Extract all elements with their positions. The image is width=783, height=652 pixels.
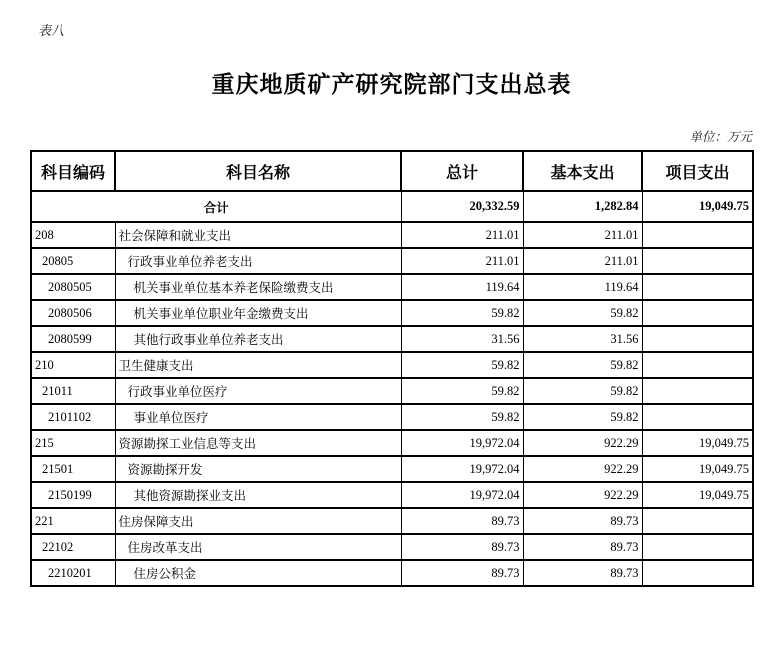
subject-name-cell: 机关事业单位职业年金缴费支出 bbox=[115, 300, 401, 326]
table-number-label: 表八 bbox=[38, 23, 65, 38]
subject-name-cell: 住房保障支出 bbox=[115, 508, 401, 534]
subject-code-cell: 2210201 bbox=[31, 560, 115, 586]
project-expenditure-cell bbox=[642, 352, 753, 378]
project-expenditure-cell bbox=[642, 274, 753, 300]
subject-name-cell: 机关事业单位基本养老保险缴费支出 bbox=[115, 274, 401, 300]
subject-name-cell: 行政事业单位医疗 bbox=[115, 378, 401, 404]
subject-name-cell: 行政事业单位养老支出 bbox=[115, 248, 401, 274]
header-row bbox=[31, 151, 753, 191]
column-header-subject-code: 科目编码 bbox=[31, 151, 115, 191]
project-expenditure-cell: 19,049.75 bbox=[642, 482, 753, 508]
total-sum-cell: 20,332.59 bbox=[401, 191, 523, 222]
basic-expenditure-cell: 922.29 bbox=[523, 456, 642, 482]
subject-name-cell: 社会保障和就业支出 bbox=[115, 222, 401, 248]
subject-name-cell: 事业单位医疗 bbox=[115, 404, 401, 430]
subject-code-cell: 2150199 bbox=[31, 482, 115, 508]
subject-name-cell: 资源勘探开发 bbox=[115, 456, 401, 482]
table-row bbox=[31, 430, 753, 456]
project-expenditure-cell: 19,049.75 bbox=[642, 456, 753, 482]
basic-expenditure-cell: 89.73 bbox=[523, 560, 642, 586]
subject-code-cell: 215 bbox=[31, 430, 115, 456]
basic-expenditure-cell: 89.73 bbox=[523, 508, 642, 534]
total-cell: 31.56 bbox=[401, 326, 523, 352]
subject-code-cell: 221 bbox=[31, 508, 115, 534]
table-row bbox=[31, 508, 753, 534]
subject-code-cell: 2080599 bbox=[31, 326, 115, 352]
total-cell: 59.82 bbox=[401, 378, 523, 404]
column-header-total: 总计 bbox=[401, 151, 523, 191]
project-expenditure-cell bbox=[642, 508, 753, 534]
subject-code-cell: 2080506 bbox=[31, 300, 115, 326]
basic-expenditure-cell: 59.82 bbox=[523, 378, 642, 404]
total-cell: 211.01 bbox=[401, 248, 523, 274]
basic-expenditure-cell: 922.29 bbox=[523, 482, 642, 508]
total-cell: 89.73 bbox=[401, 560, 523, 586]
table-row bbox=[31, 248, 753, 274]
total-cell: 59.82 bbox=[401, 404, 523, 430]
column-header-subject-name: 科目名称 bbox=[115, 151, 401, 191]
subject-name-cell: 其他行政事业单位养老支出 bbox=[115, 326, 401, 352]
total-cell: 59.82 bbox=[401, 352, 523, 378]
total-cell: 89.73 bbox=[401, 508, 523, 534]
table-row bbox=[31, 274, 753, 300]
table-row bbox=[31, 352, 753, 378]
subject-code-cell: 2080505 bbox=[31, 274, 115, 300]
column-header-basic-expenditure: 基本支出 bbox=[523, 151, 642, 191]
total-label-cell: 合计 bbox=[31, 191, 401, 222]
basic-expenditure-cell: 119.64 bbox=[523, 274, 642, 300]
expenditure-table bbox=[30, 150, 754, 587]
total-cell: 19,972.04 bbox=[401, 430, 523, 456]
project-expenditure-cell bbox=[642, 378, 753, 404]
project-expenditure-cell: 19,049.75 bbox=[642, 430, 753, 456]
basic-expenditure-cell: 211.01 bbox=[523, 248, 642, 274]
table-row bbox=[31, 378, 753, 404]
subject-name-cell: 住房改革支出 bbox=[115, 534, 401, 560]
subject-code-cell: 208 bbox=[31, 222, 115, 248]
basic-expenditure-cell: 31.56 bbox=[523, 326, 642, 352]
table-row bbox=[31, 456, 753, 482]
project-expenditure-cell bbox=[642, 326, 753, 352]
basic-expenditure-cell: 89.73 bbox=[523, 534, 642, 560]
project-expenditure-cell bbox=[642, 222, 753, 248]
subject-code-cell: 21501 bbox=[31, 456, 115, 482]
subject-code-cell: 22102 bbox=[31, 534, 115, 560]
subject-name-cell: 资源勘探工业信息等支出 bbox=[115, 430, 401, 456]
table-row bbox=[31, 326, 753, 352]
project-expenditure-cell bbox=[642, 300, 753, 326]
project-expenditure-cell bbox=[642, 560, 753, 586]
basic-expenditure-cell: 59.82 bbox=[523, 404, 642, 430]
total-cell: 59.82 bbox=[401, 300, 523, 326]
project-expenditure-cell bbox=[642, 404, 753, 430]
column-header-project-expenditure: 项目支出 bbox=[642, 151, 753, 191]
total-cell: 19,972.04 bbox=[401, 456, 523, 482]
basic-expenditure-cell: 922.29 bbox=[523, 430, 642, 456]
table-row bbox=[31, 482, 753, 508]
total-cell: 89.73 bbox=[401, 534, 523, 560]
table-row bbox=[31, 222, 753, 248]
table-body bbox=[31, 191, 753, 586]
total-project-expenditure-cell: 19,049.75 bbox=[642, 191, 753, 222]
total-cell: 119.64 bbox=[401, 274, 523, 300]
total-cell: 211.01 bbox=[401, 222, 523, 248]
basic-expenditure-cell: 211.01 bbox=[523, 222, 642, 248]
unit-label: 单位：万元 bbox=[689, 130, 752, 144]
table-row bbox=[31, 560, 753, 586]
total-basic-expenditure-cell: 1,282.84 bbox=[523, 191, 642, 222]
page-title: 重庆地质矿产研究院部门支出总表 bbox=[211, 71, 572, 97]
project-expenditure-cell bbox=[642, 534, 753, 560]
subject-code-cell: 2101102 bbox=[31, 404, 115, 430]
total-cell: 19,972.04 bbox=[401, 482, 523, 508]
subject-name-cell: 卫生健康支出 bbox=[115, 352, 401, 378]
table-row bbox=[31, 534, 753, 560]
subject-name-cell: 其他资源勘探业支出 bbox=[115, 482, 401, 508]
table-row bbox=[31, 404, 753, 430]
subject-code-cell: 21011 bbox=[31, 378, 115, 404]
table-row bbox=[31, 300, 753, 326]
basic-expenditure-cell: 59.82 bbox=[523, 352, 642, 378]
total-row bbox=[31, 191, 753, 222]
project-expenditure-cell bbox=[642, 248, 753, 274]
subject-code-cell: 20805 bbox=[31, 248, 115, 274]
basic-expenditure-cell: 59.82 bbox=[523, 300, 642, 326]
subject-name-cell: 住房公积金 bbox=[115, 560, 401, 586]
subject-code-cell: 210 bbox=[31, 352, 115, 378]
